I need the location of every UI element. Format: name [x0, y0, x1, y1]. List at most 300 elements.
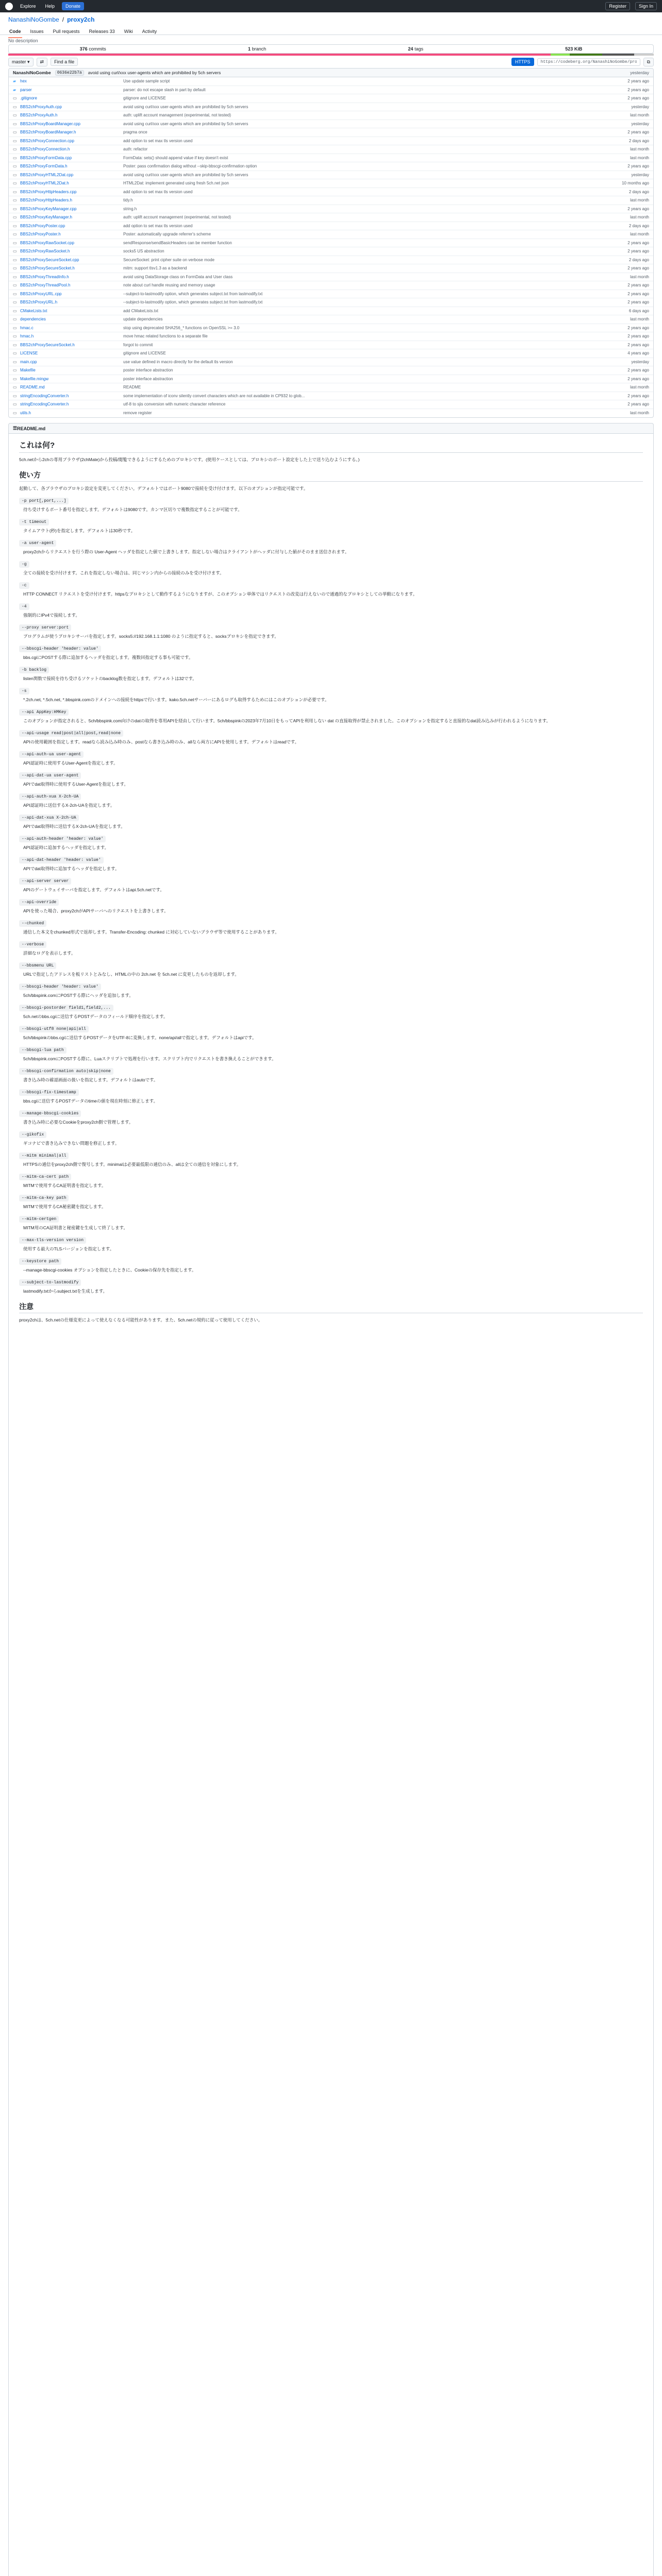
file-row[interactable] — [9, 145, 653, 154]
file-row[interactable] — [9, 273, 653, 282]
option-description: URLで指定したアドレスを板リストとみなし、HTMLの中の 2ch.net を 5ch.net に変更したものを返却します。 — [23, 972, 239, 977]
tab-pull-requests[interactable]: Pull requests — [53, 29, 80, 34]
repo-stats-bar — [8, 44, 654, 54]
option-description: APIでdat取得時に使用するUser-Agentを指定します。 — [23, 782, 128, 787]
file-commit-time: last month — [630, 385, 649, 390]
branch-select[interactable]: master ▾ — [8, 58, 34, 66]
option-flag: -g — [19, 561, 29, 568]
option-description: 書き込み時の確認画面の扱いを指定します。デフォルトはautoです。 — [23, 1077, 158, 1082]
file-rows — [9, 77, 653, 417]
file-row[interactable] — [9, 290, 653, 299]
file-name[interactable]: parser — [20, 87, 32, 92]
file-icon: ▭ — [13, 376, 17, 381]
file-row[interactable] — [9, 120, 653, 129]
commit-message[interactable]: avoid using curl/xxx user-agents which are prohibited by 5ch servers — [88, 70, 221, 75]
file-commit-message[interactable]: use value defined in macro directly for the default tls version — [123, 359, 233, 364]
file-commit-time: last month — [630, 155, 649, 160]
file-name[interactable]: BBS2chProxyHTML2Dat.cpp — [20, 172, 74, 177]
option-flag: --bbscgi-postorder field1,field2,... — [19, 1005, 113, 1011]
file-icon: ▭ — [13, 172, 17, 177]
option-entry — [19, 1279, 643, 1294]
option-entry — [19, 519, 643, 534]
file-commit-time: 2 years ago — [627, 96, 649, 101]
file-icon: ▭ — [13, 385, 17, 390]
option-description: 使用する最大のTLSバージョンを指定します。 — [23, 1246, 114, 1251]
file-icon: ▭ — [13, 215, 17, 220]
file-name[interactable]: hmac.c — [20, 325, 34, 330]
file-commit-message[interactable]: Use update sample script — [123, 79, 170, 84]
tab-releases-label: Releases — [89, 29, 109, 34]
option-entry — [19, 1110, 643, 1125]
file-icon: ▭ — [13, 308, 17, 313]
register-button[interactable]: Register — [605, 2, 630, 10]
option-flag: -b backlog — [19, 667, 49, 673]
option-description: APIでdat取得時に追加するヘッダを指定します。 — [23, 866, 120, 871]
file-name[interactable]: BBS2chProxyFormData.h — [20, 164, 68, 169]
file-row[interactable] — [9, 188, 653, 197]
file-commit-time: 2 years ago — [627, 79, 649, 84]
option-entry — [19, 561, 643, 576]
file-row[interactable] — [9, 154, 653, 163]
file-row[interactable] — [9, 239, 653, 248]
file-row[interactable] — [9, 230, 653, 239]
file-name[interactable]: Makefile — [20, 368, 36, 373]
option-description: API認証時に送信するX-2ch-UAを指定します。 — [23, 803, 115, 808]
nav-explore[interactable]: Explore — [20, 4, 36, 9]
file-row[interactable] — [9, 264, 653, 273]
file-row[interactable] — [9, 383, 653, 392]
option-entry — [19, 1258, 643, 1273]
language-segment — [570, 54, 602, 56]
option-flag: --mitm-ca-key path — [19, 1195, 69, 1201]
file-row[interactable] — [9, 205, 653, 214]
file-icon: ▭ — [13, 121, 17, 126]
file-commit-time: 2 years ago — [627, 249, 649, 254]
file-icon: ▭ — [13, 359, 17, 364]
language-bar — [8, 54, 654, 56]
file-name[interactable]: BBS2chProxyURL.h — [20, 300, 58, 305]
option-entry — [19, 1174, 643, 1189]
option-entry — [19, 1237, 643, 1252]
file-commit-message[interactable]: gitignore and LICENSE — [123, 351, 166, 356]
tags-stat[interactable] — [408, 46, 423, 52]
file-row[interactable] — [9, 162, 653, 171]
file-row[interactable] — [9, 298, 653, 307]
file-commit-message[interactable]: auth: uplift account management (experimental, not tested) — [123, 113, 231, 118]
repo-owner-link[interactable]: NanashiNoGombe — [8, 16, 59, 23]
readme-notes: proxy2chは、5ch.netの仕様変更によって使えなくなる可能性があります。また、5ch.netの規約に従って使用してください。 — [19, 1317, 263, 1323]
option-entry — [19, 1131, 643, 1146]
file-commit-message[interactable]: auth: refactor — [123, 147, 148, 152]
file-name[interactable]: BBS2chProxyRawSocket.cpp — [20, 240, 74, 245]
file-name[interactable]: CMakeLists.txt — [20, 308, 47, 313]
file-name[interactable]: main.cpp — [20, 359, 37, 364]
file-icon: ▭ — [13, 206, 17, 211]
file-name[interactable]: README.md — [20, 385, 45, 390]
file-icon: ▭ — [13, 317, 17, 322]
file-commit-message[interactable]: HTML2Dat: implement generated using fresh 5ch.net json — [123, 181, 229, 186]
option-entry — [19, 582, 643, 597]
option-description: 全ての接続を受け付けます。これを指定しない場合は、同じマシン内からの接続のみを受け付けます。 — [23, 570, 224, 575]
codeberg-logo[interactable] — [5, 3, 13, 10]
top-navbar — [0, 0, 662, 12]
file-name[interactable]: BBS2chProxyBoardManager.cpp — [20, 121, 80, 126]
find-file-button[interactable]: Find a file — [51, 58, 78, 66]
nav-help[interactable]: Help — [45, 4, 55, 9]
file-commit-time: last month — [630, 411, 649, 416]
option-description: --manage-bbscgi-cookies オプションを指定したときに、Cookieの保存先を指定します。 — [23, 1267, 196, 1273]
option-description: 詳細なログを表示します。 — [23, 951, 76, 956]
file-icon: ▭ — [13, 96, 17, 101]
file-name[interactable]: BBS2chProxySecureSocket.cpp — [20, 257, 79, 262]
file-name[interactable]: BBS2chProxySecureSocket.h — [20, 342, 75, 347]
file-name[interactable]: BBS2chProxyConnection.cpp — [20, 138, 74, 143]
file-row[interactable] — [9, 86, 653, 95]
file-name[interactable]: BBS2chProxyKeyManager.h — [20, 215, 72, 220]
file-row[interactable] — [9, 171, 653, 180]
option-description: MITM用のCA証明書と秘密鍵を生成して終了します。 — [23, 1225, 128, 1230]
file-name[interactable]: BBS2chProxyFormData.cpp — [20, 155, 72, 160]
file-commit-message[interactable]: move hmac related functions to a separate file — [123, 334, 208, 339]
file-row[interactable] — [9, 196, 653, 205]
file-commit-message[interactable]: Poster: automatically upgrade referrer's scheme — [123, 232, 211, 237]
file-row[interactable] — [9, 392, 653, 401]
file-commit-message[interactable]: add option to set max tls version used — [123, 189, 193, 194]
file-icon: ▭ — [13, 325, 17, 330]
tab-releases[interactable] — [88, 28, 116, 38]
file-row[interactable] — [9, 366, 653, 375]
option-description: 5ch/bbspinkのbbs.cgiに送信するPOSTデータをUTF-8に変換します。none/api/allで指定します。デフォルトはapiです。 — [23, 1035, 257, 1040]
file-icon: ▭ — [13, 257, 17, 262]
file-name[interactable]: BBS2chProxyBoardManager.h — [20, 130, 76, 135]
file-name[interactable]: BBS2chProxyAuth.h — [20, 113, 58, 118]
file-commit-message[interactable]: gitignore and LICENSE — [123, 96, 166, 101]
option-flag: --api-usage read|post|all|post,read|none — [19, 730, 123, 737]
file-name[interactable]: utils.h — [20, 411, 31, 416]
file-commit-message[interactable]: poster interface abstraction — [123, 376, 173, 381]
language-segment — [634, 54, 654, 56]
file-commit-message[interactable]: pragma once — [123, 130, 147, 135]
option-entry — [19, 751, 643, 766]
file-icon: ▭ — [13, 240, 17, 245]
readme-heading-what: これは何? — [19, 440, 643, 453]
latest-commit-row — [9, 69, 653, 77]
file-commit-time: 2 years ago — [627, 393, 649, 398]
file-commit-time: 2 years ago — [627, 291, 649, 296]
file-name[interactable]: BBS2chProxyThreadInfo.h — [20, 274, 69, 279]
option-flag: -p port[,port,...] — [19, 498, 69, 504]
file-name[interactable]: dependencies — [20, 317, 46, 322]
option-entry — [19, 1153, 643, 1167]
option-entry — [19, 962, 643, 977]
file-name[interactable]: BBS2chProxyKeyManager.cpp — [20, 206, 77, 211]
file-row[interactable] — [9, 213, 653, 222]
file-commit-time: 2 years ago — [627, 402, 649, 407]
option-entry — [19, 857, 643, 872]
option-description: ギコナビで書き込みできない問題を修正します。 — [23, 1141, 120, 1146]
option-entry — [19, 1026, 643, 1041]
file-commit-message[interactable]: avoid using DataStorage class on FormData and User class — [123, 274, 233, 279]
option-entry — [19, 624, 643, 639]
donate-button[interactable]: Donate — [62, 2, 84, 10]
file-name[interactable]: .gitignore — [20, 96, 37, 101]
file-commit-message[interactable]: some implementation of iconv silently convert characters which are not available in CP932 to glob... — [123, 393, 305, 398]
file-commit-message[interactable]: parser: do not escape slash in part by default — [123, 87, 206, 92]
option-flag: -4 — [19, 603, 29, 610]
file-row[interactable] — [9, 111, 653, 120]
option-flag: --api-dat-header 'header: value' — [19, 857, 104, 863]
commit-sha[interactable]: 0636e22b7a — [55, 70, 84, 76]
file-icon: ▭ — [13, 138, 17, 143]
file-commit-time: 2 days ago — [628, 138, 649, 143]
file-row[interactable] — [9, 307, 653, 316]
option-flag: -a user-agent — [19, 540, 56, 547]
file-icon: ▭ — [13, 155, 17, 160]
option-description: listen関数で接続を待ち受けるソケットのbacklog数を指定します。デフォルトは32です。 — [23, 676, 197, 681]
file-name[interactable]: BBS2chProxyRawSocket.h — [20, 249, 70, 254]
file-commit-time: 2 years ago — [627, 300, 649, 305]
option-description: このオプションが指定されると、5ch/bbspink.com向けのdatの取得を専用APIを経由して行います。5ch/bbspinkの2023年7月10日をもってAPIを利用しない dat の直接取得が禁止されました。このオプションを指定すると直接的なdat読み込みが行われるようになります。 — [23, 718, 551, 723]
option-flag: -s — [19, 688, 29, 694]
file-commit-time: 2 years ago — [627, 87, 649, 92]
option-flag: --api-server server — [19, 878, 71, 885]
file-icon: ▭ — [13, 104, 17, 109]
file-commit-message[interactable]: --subject-to-lastmodify option, which generates subject.txt from lastmodify.txt — [123, 291, 263, 296]
file-name[interactable]: BBS2chProxySecureSocket.h — [20, 266, 75, 271]
file-row[interactable] — [9, 222, 653, 231]
file-commit-message[interactable]: auth: uplift account management (experimental, not tested) — [123, 215, 231, 220]
file-name[interactable]: Makefile.mingw — [20, 376, 49, 381]
file-row[interactable] — [9, 256, 653, 265]
file-icon: ▭ — [13, 368, 17, 373]
file-commit-message[interactable]: mitm: support tlsv1.3 as a backend — [123, 266, 187, 271]
file-icon: ▭ — [13, 164, 17, 169]
tab-wiki[interactable]: Wiki — [124, 29, 133, 34]
option-flag: --bbscgi-confirmation auto|skip|none — [19, 1068, 113, 1075]
option-flag: --bbscgi-fix-timestamp — [19, 1089, 79, 1096]
file-row[interactable] — [9, 128, 653, 137]
file-row[interactable] — [9, 341, 653, 350]
tab-issues[interactable]: Issues — [30, 29, 44, 34]
option-description: プログラムが使うプロキシサーバを指定します。socks5://192.168.1.1:1080 のように指定すると、socksプロキシを指定できます。 — [23, 634, 279, 639]
new-pr-button[interactable]: ⇄ — [37, 58, 48, 66]
file-name[interactable]: hex — [20, 79, 27, 84]
file-commit-message[interactable]: socks5 US abstraction — [123, 249, 164, 254]
option-flag: -c — [19, 582, 29, 589]
file-row[interactable] — [9, 400, 653, 409]
file-name[interactable]: BBS2chProxyAuth.cpp — [20, 104, 62, 109]
file-row[interactable] — [9, 332, 653, 341]
language-segment — [8, 54, 551, 56]
file-commit-message[interactable]: avoid using curl/xxx user-agents which are prohibited by 5ch servers — [123, 121, 249, 126]
option-entry — [19, 730, 643, 745]
file-commit-message[interactable]: forgot to commit — [123, 342, 153, 347]
file-name[interactable]: stringEncodingConverter.h — [20, 402, 69, 407]
file-name[interactable]: BBS2chProxyPoster.cpp — [20, 223, 65, 228]
option-description: 5ch.netのbbs.cgiに送信するPOSTデータのフィールド順序を指定します。 — [23, 1014, 168, 1019]
option-description: 書き込み時に必要なCookieをproxy2ch側で管理します。 — [23, 1120, 134, 1125]
file-icon: ▭ — [13, 147, 17, 152]
option-description: APIのゲートウェイサーバを指定します。デフォルトはapi.5ch.netです。 — [23, 887, 164, 892]
file-commit-time: last month — [630, 147, 649, 152]
file-commit-message[interactable]: avoid using curl/xxx user-agents which are prohibited by 5ch servers — [123, 104, 249, 109]
file-name[interactable]: hmac.h — [20, 334, 34, 339]
option-entry — [19, 984, 643, 998]
file-commit-message[interactable]: note about curl handle reusing and memory usage — [123, 283, 216, 288]
file-commit-message[interactable]: update dependencies — [123, 317, 163, 322]
signin-button[interactable]: Sign In — [635, 2, 657, 10]
file-row[interactable] — [9, 375, 653, 384]
option-description: lastmodify.txtからsubject.txtを生成します。 — [23, 1289, 108, 1294]
file-commit-message[interactable]: add option to set max tls version used — [123, 138, 193, 143]
option-description: 待ち受けするポート番号を指定します。デフォルトは9080です。カンマ区切りで複数指定することが可能です。 — [23, 507, 242, 512]
options-list — [19, 498, 643, 1294]
file-commit-message[interactable]: README — [123, 385, 141, 390]
file-commit-message[interactable]: avoid using curl/xxx user-agents which are prohibited by 5ch servers — [123, 172, 249, 177]
folder-icon: ▰ — [13, 79, 16, 84]
file-name[interactable]: stringEncodingConverter.h — [20, 393, 69, 398]
file-row[interactable] — [9, 77, 653, 86]
file-commit-time: 2 days ago — [628, 257, 649, 262]
file-commit-time: 2 years ago — [627, 164, 649, 169]
file-icon: ▭ — [13, 351, 17, 356]
option-description: API認証時に使用するUser-Agentを指定します。 — [23, 760, 118, 766]
file-commit-time: 2 years ago — [627, 266, 649, 271]
file-row[interactable] — [9, 281, 653, 290]
file-icon: ▭ — [13, 198, 17, 203]
file-icon: ▭ — [13, 402, 17, 407]
file-row[interactable] — [9, 409, 653, 418]
option-flag: --bbscgi-lua path — [19, 1047, 67, 1054]
option-description: APIを使った場合、proxy2chがAPIサーバへのリクエストを上書きします。 — [23, 908, 169, 913]
file-commit-message[interactable]: sendResponse/sendBasicHeaders can be member function — [123, 240, 232, 245]
file-commit-time: 2 years ago — [627, 283, 649, 288]
file-commit-message[interactable]: utf-8 to sjis conversion with numeric character reference — [123, 402, 226, 407]
option-entry — [19, 899, 643, 914]
option-entry — [19, 920, 643, 935]
commit-author[interactable]: NanashiNoGombe — [13, 70, 51, 75]
file-commit-time: 2 years ago — [627, 342, 649, 347]
option-description: 強制的にIPv4で接続します。 — [23, 613, 80, 618]
file-row[interactable] — [9, 349, 653, 358]
file-commit-message[interactable]: FormData: sets() should append value if key doesn't exist — [123, 155, 228, 160]
option-entry — [19, 1089, 643, 1104]
file-commit-time: yesterday — [631, 359, 649, 364]
clone-url-input[interactable] — [537, 58, 640, 66]
option-flag: --bbsmenu URL — [19, 962, 56, 969]
option-flag: --proxy server:port — [19, 624, 71, 631]
option-entry — [19, 603, 643, 618]
file-name[interactable]: LICENSE — [20, 351, 38, 356]
file-name[interactable]: BBS2chProxyURL.cpp — [20, 291, 62, 296]
file-commit-message[interactable]: poster interface abstraction — [123, 368, 173, 373]
option-flag: --bbscgi-header 'header: value' — [19, 984, 101, 990]
file-toolbar — [0, 56, 662, 68]
option-description: HTTP CONNECT リクエストを受け付けます。httpsなプロキシとして動作するようになりますが、このオプション単体ではリクエストの改変は行えないので通過的なプロキシとしての挙動になります。 — [23, 591, 418, 597]
file-commit-message[interactable]: add CMakeLists.txt — [123, 308, 159, 313]
commit-time: yesterday — [630, 70, 649, 75]
option-entry — [19, 878, 643, 893]
option-entry — [19, 772, 643, 787]
commits-stat[interactable] — [80, 46, 106, 52]
file-name[interactable]: BBS2chProxyConnection.h — [20, 147, 70, 152]
file-commit-time: last month — [630, 317, 649, 322]
file-icon: ▭ — [13, 181, 17, 186]
https-button[interactable]: HTTPS — [511, 58, 534, 66]
folder-icon: ▰ — [13, 87, 16, 92]
option-description: *.2ch.net, *.5ch.net, *.bbspink.comのドメインへの接続をhttpsで行います。kako.5ch.netサーバーにあるログも取得するためにはこのオプションが必要です。 — [23, 697, 329, 702]
repo-name-link[interactable]: proxy2ch — [67, 16, 95, 23]
file-commit-message[interactable]: Poster: pass confirmation dialog without --skip-bbscgi-confirmation option — [123, 164, 257, 169]
file-commit-message[interactable]: remove register — [123, 411, 152, 416]
file-row[interactable] — [9, 247, 653, 256]
file-commit-message[interactable]: add option to set max tls version used — [123, 223, 193, 228]
file-name[interactable]: BBS2chProxyHttpHeaders.h — [20, 198, 72, 203]
file-commit-time: 2 years ago — [627, 206, 649, 211]
file-name[interactable]: BBS2chProxyThreadPool.h — [20, 283, 71, 288]
file-commit-message[interactable]: tidy.h — [123, 198, 133, 203]
file-row[interactable] — [9, 137, 653, 146]
file-icon: ▭ — [13, 283, 17, 288]
option-flag: --mitm-ca-cert path — [19, 1174, 71, 1180]
file-icon: ▭ — [13, 223, 17, 228]
option-entry — [19, 815, 643, 829]
file-name[interactable]: BBS2chProxyPoster.h — [20, 232, 61, 237]
tags-count: 24 — [408, 46, 413, 52]
option-entry — [19, 540, 643, 555]
branches-label: branch — [252, 46, 267, 52]
option-description: MITMで使用するCA秘密鍵を指定します。 — [23, 1204, 106, 1209]
option-entry — [19, 941, 643, 956]
copy-icon[interactable]: ⧉ — [643, 58, 654, 66]
file-row[interactable] — [9, 315, 653, 324]
file-row[interactable] — [9, 103, 653, 112]
file-icon: ▭ — [13, 130, 17, 135]
file-icon: ▭ — [13, 342, 17, 347]
file-commit-time: 10 months ago — [622, 181, 649, 186]
tab-activity[interactable]: Activity — [142, 29, 157, 34]
file-commit-time: last month — [630, 198, 649, 203]
file-commit-message[interactable]: string.h — [123, 206, 137, 211]
file-row[interactable] — [9, 324, 653, 333]
repo-description: No description — [8, 38, 38, 43]
commits-count: 376 — [79, 46, 88, 52]
option-flag: --keystore path — [19, 1258, 61, 1265]
readme-content — [8, 433, 654, 2576]
option-entry — [19, 498, 643, 513]
file-commit-message[interactable]: SecureSocket: print cipher suite on verbose mode — [123, 257, 214, 262]
file-commit-time: 6 days ago — [628, 308, 649, 313]
option-flag: --bbscgi-header 'header: value' — [19, 646, 101, 652]
file-list — [8, 68, 654, 418]
option-flag: --api-auth-ua user-agent — [19, 751, 84, 758]
option-entry — [19, 646, 643, 660]
file-name[interactable]: BBS2chProxyHTML2Dat.h — [20, 181, 69, 186]
file-commit-message[interactable]: --subject-to-lastmodify option, which generates subject.txt from lastmodify.txt — [123, 300, 263, 305]
option-entry — [19, 1005, 643, 1020]
file-name[interactable]: BBS2chProxyHttpHeaders.cpp — [20, 189, 77, 194]
tab-code[interactable]: Code — [8, 28, 22, 38]
file-commit-message[interactable]: stop using deprecated SHA256_* functions on OpenSSL >= 3.0 — [123, 325, 240, 330]
branches-stat[interactable] — [248, 46, 266, 52]
option-entry — [19, 709, 643, 724]
file-row[interactable] — [9, 179, 653, 188]
option-entry — [19, 1068, 643, 1083]
option-flag: --max-tls-version version — [19, 1237, 86, 1244]
file-row[interactable] — [9, 358, 653, 367]
option-flag: --chunked — [19, 920, 46, 927]
file-row[interactable] — [9, 94, 653, 103]
